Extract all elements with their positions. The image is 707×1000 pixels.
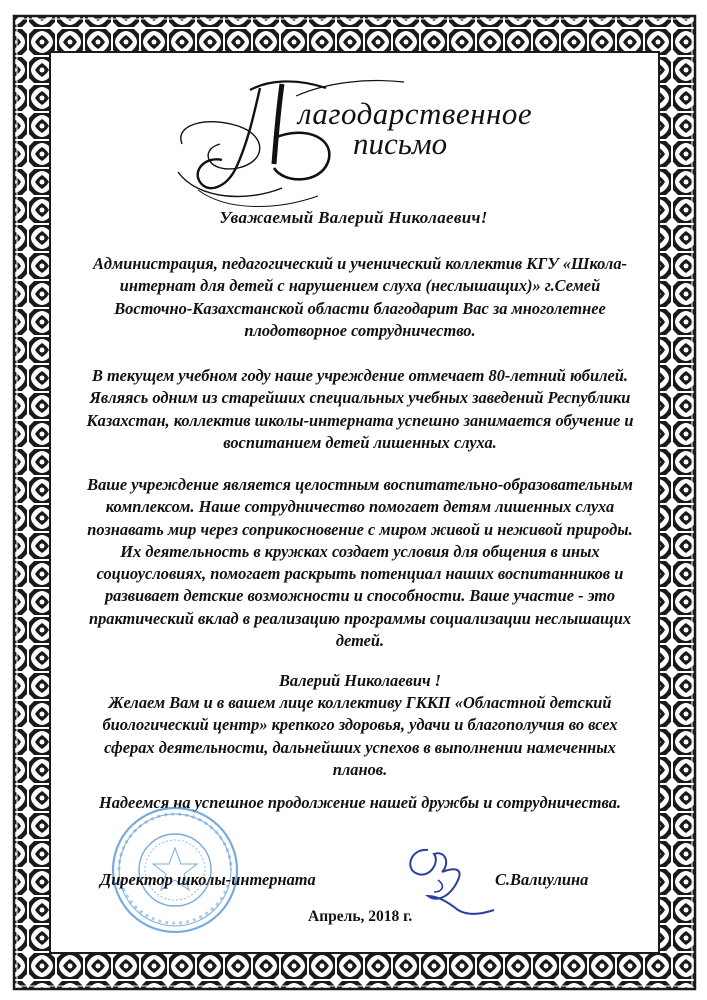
paragraph-address [80, 670, 640, 692]
paragraph-text: Надеемся на успешное продолжение нашей дружбы и сотрудничества. [98, 793, 621, 812]
paragraph-text: В текущем учебном году наше учреждение отмечает 80-летний юбилей. Являясь одним из старейших специальных учебных заведений Республики Казахстан, коллектив школы-интерната успешно занимается обучение и воспитанием детей лишенных слуха. [86, 366, 634, 452]
paragraph-text: Администрация, педагогический и ученический коллектив КГУ «Школа-интернат для детей с нарушением слуха (неслышащих)» г.Семей Восточно-Казахстанской области благодарит Вас за многолетнее плодотворное сотрудничество. [92, 254, 627, 340]
paragraph-4 [80, 692, 640, 781]
official-stamp [95, 798, 255, 938]
paragraph-text: Валерий Николаевич ! [278, 671, 442, 690]
document-date: Апрель, 2018 г. [308, 908, 413, 925]
paragraph-1 [80, 253, 640, 342]
signatory-name: С.Валиулина [495, 870, 589, 889]
document-title-line2: письмо [353, 126, 448, 161]
title-line-1: лагодарственное [298, 96, 533, 131]
title-initial-flourish [178, 72, 508, 212]
paragraph-3 [80, 474, 640, 652]
paragraph-text: Ваше учреждение является целостным воспитательно-образовательным комплексом. Наше сотрудничество помогает детям лишенных слуха познавать мир через соприкосновение с миром живой и неживой природы. Их деятельность в кружках создает условия для общения в иных социоусловиях, помогает раскрыть потенциал наших воспитанников и развивает детские возможности и способности. Ваше участие - это практический вклад в реализацию программы социализации неслышащих детей. [87, 475, 633, 651]
signatory-position: Директор школы-интерната [100, 870, 316, 889]
paragraph-2 [80, 365, 640, 454]
salutation: Уважаемый Валерий Николаевич! [219, 208, 488, 227]
handwritten-signature [398, 840, 498, 920]
paragraph-text: Желаем Вам и в вашем лице коллективу ГККП «Областной детский биологический центр» крепкого здоровья, удачи и благополучия во всех сферах деятельности, дальнейших успехов в выполнении намеченных планов. [102, 693, 618, 779]
